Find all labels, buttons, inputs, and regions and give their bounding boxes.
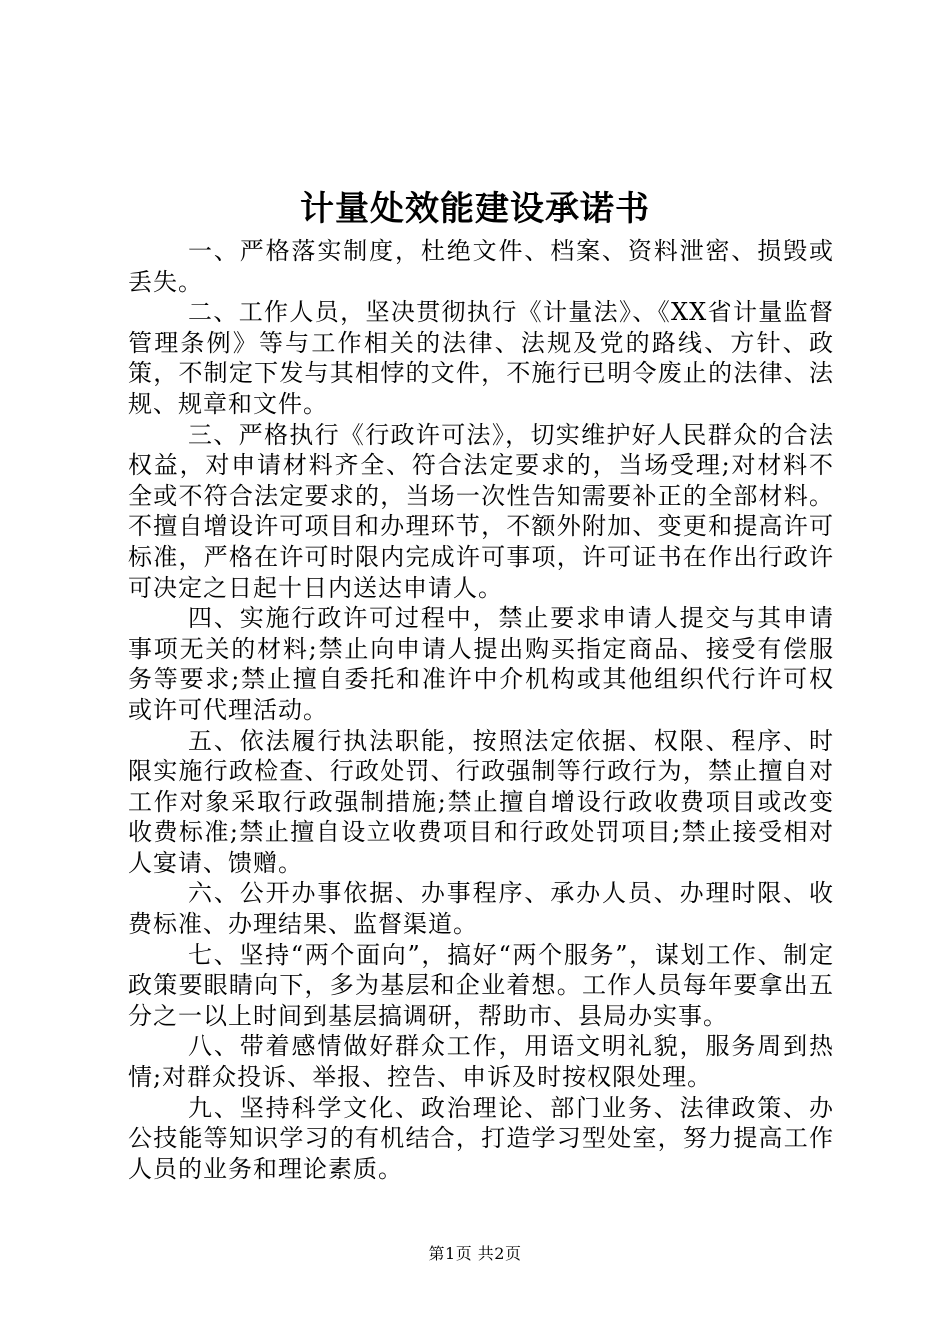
paragraph-7: 七、坚持“两个面向”，搞好“两个服务”，谋划工作、制定政策要眼睛向下，多为基层和企业着想。工作人员每年要拿出五分之一以上时间到基层搞调研，帮助市、县局办实事。 bbox=[128, 940, 834, 1030]
paragraph-6: 六、公开办事依据、办事程序、承办人员、办理时限、收费标准、办理结果、监督渠道。 bbox=[128, 879, 834, 939]
document-body bbox=[128, 236, 834, 1184]
paragraph-3: 三、严格执行《行政许可法》，切实维护好人民群众的合法权益，对申请材料齐全、符合法定要求的，当场受理;对材料不全或不符合法定要求的，当场一次性告知需要补正的全部材料。不擅自增设许可项目和办理环节，不额外附加、变更和提高许可标准，严格在许可时限内完成许可事项，许可证书在作出行政许可决定之日起十日内送达申请人。 bbox=[128, 420, 834, 602]
paragraph-9: 九、坚持科学文化、政治理论、部门业务、法律政策、办公技能等知识学习的有机结合，打造学习型处室，努力提高工作人员的业务和理论素质。 bbox=[128, 1093, 834, 1183]
page-footer: 第1页 共2页 bbox=[428, 1244, 522, 1263]
paragraph-8: 八、带着感情做好群众工作，用语文明礼貌，服务周到热情;对群众投诉、举报、控告、申诉及时按权限处理。 bbox=[128, 1032, 834, 1092]
document-title: 计量处效能建设承诺书 bbox=[300, 189, 650, 229]
paragraph-4: 四、实施行政许可过程中，禁止要求申请人提交与其申请事项无关的材料;禁止向申请人提出购买指定商品、接受有偿服务等要求;禁止擅自委托和准许中介机构或其他组织代行许可权或许可代理活动。 bbox=[128, 604, 834, 724]
paragraph-2: 二、工作人员，坚决贯彻执行《计量法》、《XX省计量监督管理条例》等与工作相关的法律、法规及党的路线、方针、政策，不制定下发与其相悖的文件，不施行已明令废止的法律、法规、规章和文件。 bbox=[128, 298, 834, 418]
paragraph-5: 五、依法履行执法职能，按照法定依据、权限、程序、时限实施行政检查、行政处罚、行政强制等行政行为，禁止擅自对工作对象采取行政强制措施;禁止擅自增设行政收费项目或改变收费标准;禁止擅自设立收费项目和行政处罚项目;禁止接受相对人宴请、馈赠。 bbox=[128, 726, 834, 877]
paragraph-1: 一、严格落实制度，杜绝文件、档案、资料泄密、损毁或丢失。 bbox=[128, 237, 834, 296]
